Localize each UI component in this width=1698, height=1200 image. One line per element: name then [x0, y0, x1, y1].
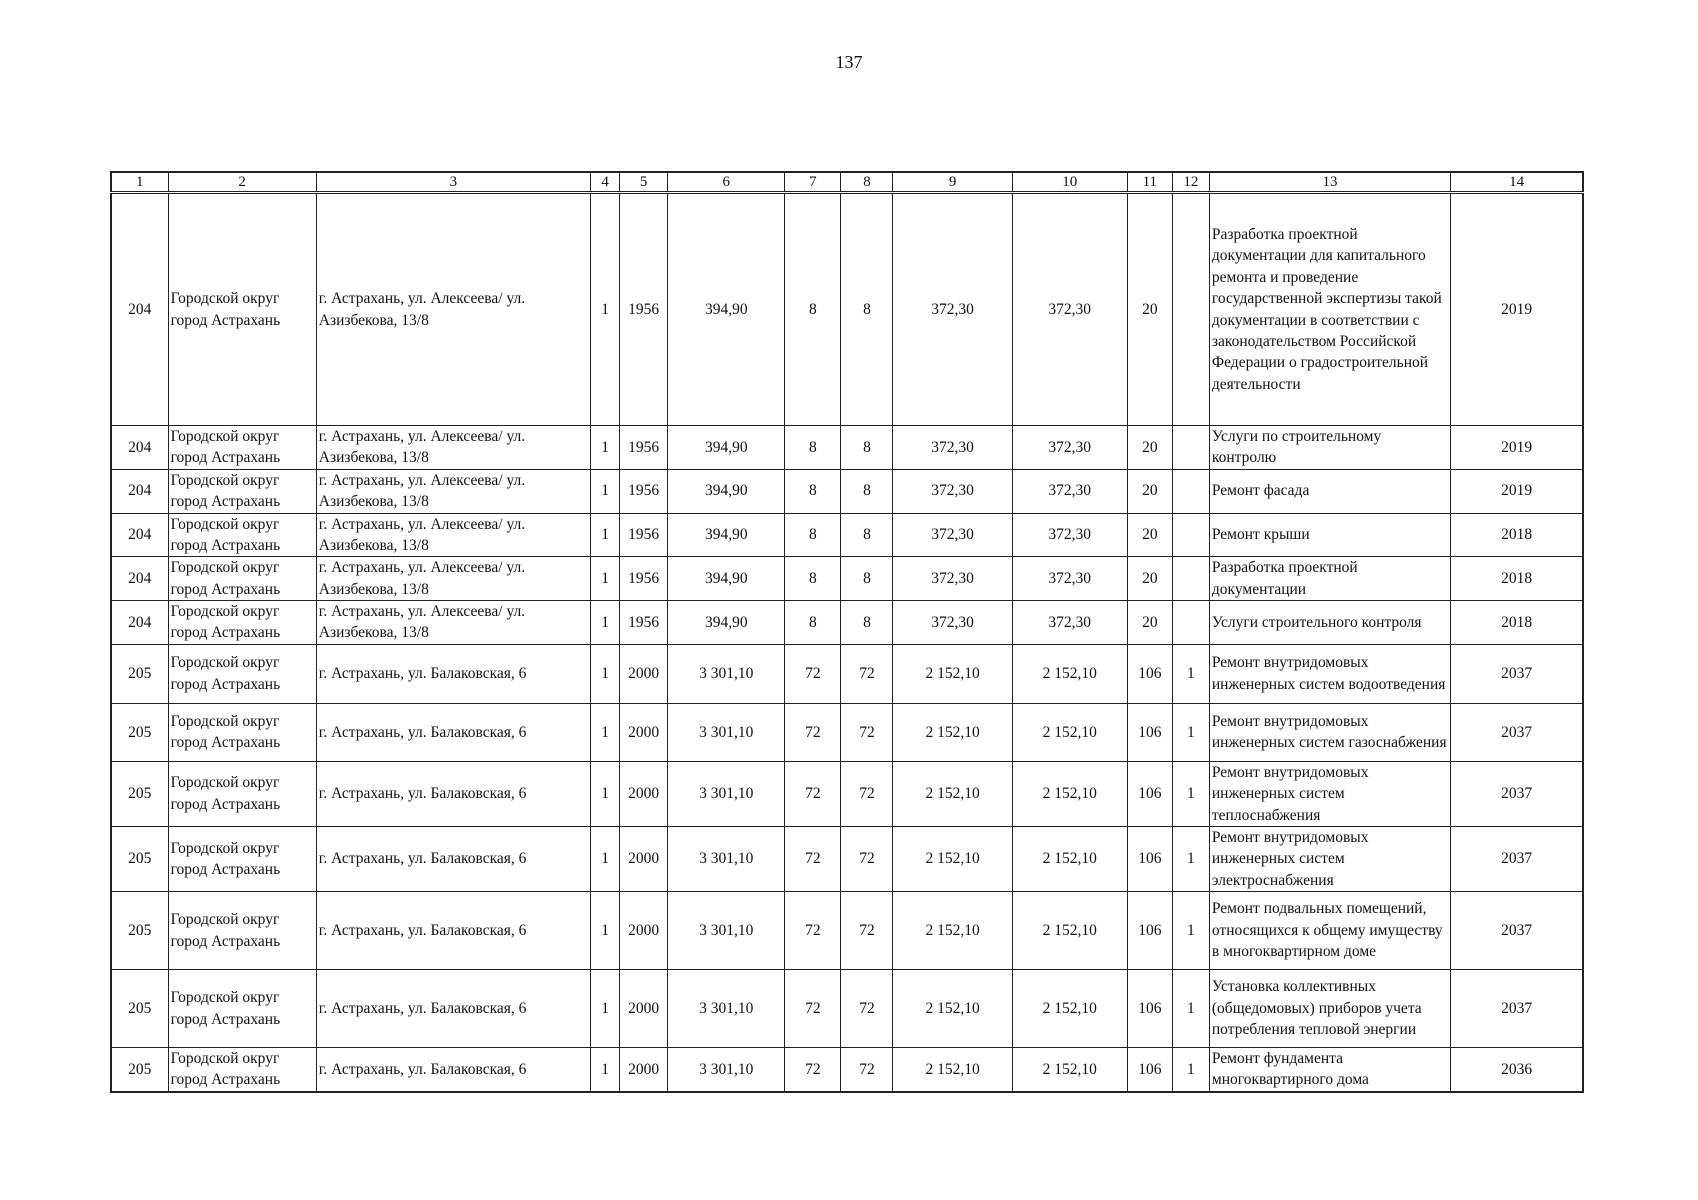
cell-planned-year: 2018 — [1451, 513, 1583, 557]
table-row — [111, 193, 1583, 426]
cell-col-7: 72 — [785, 703, 841, 761]
cell-col-12: 1 — [1172, 644, 1209, 703]
cell-planned-year: 2037 — [1451, 703, 1583, 761]
table-row — [111, 601, 1583, 645]
table-row — [111, 426, 1583, 470]
cell-col-11: 20 — [1127, 513, 1172, 557]
cell-col-7: 8 — [785, 193, 841, 426]
cell-area-9: 2 152,10 — [893, 892, 1012, 970]
cell-address: г. Астрахань, ул. Балаковская, 6 — [316, 761, 590, 826]
cell-total-area: 3 301,10 — [668, 892, 785, 970]
cell-col-8: 72 — [841, 826, 893, 891]
column-header: 1 — [111, 172, 168, 193]
cell-total-area: 3 301,10 — [668, 970, 785, 1048]
cell-row-number: 205 — [111, 703, 168, 761]
cell-area-10: 2 152,10 — [1012, 826, 1127, 891]
cell-col-8: 72 — [841, 1048, 893, 1092]
table-row — [111, 469, 1583, 513]
cell-row-number: 205 — [111, 970, 168, 1048]
cell-col-11: 20 — [1127, 469, 1172, 513]
cell-total-area: 394,90 — [668, 426, 785, 470]
cell-col-11: 20 — [1127, 601, 1172, 645]
column-header: 12 — [1172, 172, 1209, 193]
cell-work-type: Установка коллективных (общедомовых) приборов учета потребления тепловой энергии — [1209, 970, 1450, 1048]
cell-municipality: Городской округ город Астрахань — [168, 761, 316, 826]
cell-col-11: 20 — [1127, 193, 1172, 426]
cell-col-7: 8 — [785, 426, 841, 470]
cell-work-type: Ремонт подвальных помещений, относящихся к общему имуществу в многоквартирном доме — [1209, 892, 1450, 970]
cell-address: г. Астрахань, ул. Алексеева/ ул. Азизбекова, 13/8 — [316, 601, 590, 645]
cell-col-7: 8 — [785, 513, 841, 557]
cell-year: 2000 — [620, 761, 668, 826]
cell-area-9: 2 152,10 — [893, 703, 1012, 761]
cell-col-7: 72 — [785, 826, 841, 891]
cell-planned-year: 2037 — [1451, 644, 1583, 703]
cell-year: 2000 — [620, 892, 668, 970]
cell-col-4: 1 — [591, 826, 620, 891]
cell-work-type: Ремонт внутридомовых инженерных систем теплоснабжения — [1209, 761, 1450, 826]
cell-col-11: 106 — [1127, 644, 1172, 703]
cell-work-type: Ремонт внутридомовых инженерных систем электроснабжения — [1209, 826, 1450, 891]
cell-col-7: 8 — [785, 601, 841, 645]
cell-area-9: 2 152,10 — [893, 761, 1012, 826]
cell-area-9: 2 152,10 — [893, 826, 1012, 891]
cell-work-type: Услуги по строительному контролю — [1209, 426, 1450, 470]
cell-col-4: 1 — [591, 761, 620, 826]
cell-planned-year: 2037 — [1451, 761, 1583, 826]
cell-municipality: Городской округ город Астрахань — [168, 826, 316, 891]
cell-year: 2000 — [620, 970, 668, 1048]
table-row — [111, 557, 1583, 601]
column-header: 6 — [668, 172, 785, 193]
cell-col-7: 72 — [785, 644, 841, 703]
cell-col-7: 72 — [785, 892, 841, 970]
cell-year: 1956 — [620, 557, 668, 601]
column-header: 9 — [893, 172, 1012, 193]
repair-program-table — [110, 171, 1584, 1093]
cell-planned-year: 2018 — [1451, 557, 1583, 601]
cell-col-12 — [1172, 193, 1209, 426]
cell-area-10: 2 152,10 — [1012, 644, 1127, 703]
cell-planned-year: 2019 — [1451, 469, 1583, 513]
cell-work-type: Разработка проектной документации для капитального ремонта и проведение государственной экспертизы такой документации в соответствии с законодательством Российской Федерации о градостроительной деятельности — [1209, 193, 1450, 426]
cell-area-10: 372,30 — [1012, 193, 1127, 426]
cell-col-11: 106 — [1127, 761, 1172, 826]
cell-col-12 — [1172, 601, 1209, 645]
cell-municipality: Городской округ город Астрахань — [168, 1048, 316, 1092]
table-row — [111, 970, 1583, 1048]
cell-row-number: 204 — [111, 193, 168, 426]
cell-planned-year: 2019 — [1451, 426, 1583, 470]
cell-col-4: 1 — [591, 469, 620, 513]
cell-total-area: 394,90 — [668, 193, 785, 426]
cell-address: г. Астрахань, ул. Балаковская, 6 — [316, 1048, 590, 1092]
cell-col-12: 1 — [1172, 970, 1209, 1048]
cell-col-8: 8 — [841, 426, 893, 470]
cell-col-8: 72 — [841, 703, 893, 761]
cell-col-11: 106 — [1127, 703, 1172, 761]
table-row — [111, 761, 1583, 826]
cell-address: г. Астрахань, ул. Алексеева/ ул. Азизбекова, 13/8 — [316, 557, 590, 601]
cell-area-10: 372,30 — [1012, 513, 1127, 557]
cell-area-9: 372,30 — [893, 557, 1012, 601]
cell-col-12 — [1172, 469, 1209, 513]
cell-total-area: 394,90 — [668, 469, 785, 513]
cell-col-4: 1 — [591, 601, 620, 645]
cell-municipality: Городской округ город Астрахань — [168, 426, 316, 470]
cell-year: 1956 — [620, 426, 668, 470]
cell-col-11: 106 — [1127, 826, 1172, 891]
cell-col-4: 1 — [591, 644, 620, 703]
cell-area-9: 372,30 — [893, 469, 1012, 513]
cell-col-4: 1 — [591, 1048, 620, 1092]
cell-col-4: 1 — [591, 193, 620, 426]
column-header: 10 — [1012, 172, 1127, 193]
cell-address: г. Астрахань, ул. Балаковская, 6 — [316, 970, 590, 1048]
cell-col-11: 106 — [1127, 892, 1172, 970]
cell-row-number: 205 — [111, 761, 168, 826]
cell-total-area: 3 301,10 — [668, 1048, 785, 1092]
cell-row-number: 205 — [111, 644, 168, 703]
cell-col-8: 8 — [841, 513, 893, 557]
cell-row-number: 204 — [111, 426, 168, 470]
cell-total-area: 3 301,10 — [668, 703, 785, 761]
cell-address: г. Астрахань, ул. Балаковская, 6 — [316, 703, 590, 761]
cell-year: 1956 — [620, 513, 668, 557]
cell-planned-year: 2037 — [1451, 826, 1583, 891]
cell-col-11: 20 — [1127, 426, 1172, 470]
cell-year: 2000 — [620, 1048, 668, 1092]
cell-col-8: 8 — [841, 193, 893, 426]
cell-total-area: 3 301,10 — [668, 761, 785, 826]
column-header: 3 — [316, 172, 590, 193]
cell-total-area: 394,90 — [668, 513, 785, 557]
cell-col-11: 106 — [1127, 1048, 1172, 1092]
cell-col-12 — [1172, 513, 1209, 557]
cell-work-type: Ремонт фундамента многоквартирного дома — [1209, 1048, 1450, 1092]
cell-col-4: 1 — [591, 557, 620, 601]
cell-area-9: 2 152,10 — [893, 1048, 1012, 1092]
cell-area-10: 372,30 — [1012, 469, 1127, 513]
cell-area-9: 372,30 — [893, 426, 1012, 470]
cell-municipality: Городской округ город Астрахань — [168, 892, 316, 970]
column-header: 8 — [841, 172, 893, 193]
cell-row-number: 204 — [111, 601, 168, 645]
cell-total-area: 3 301,10 — [668, 644, 785, 703]
cell-col-4: 1 — [591, 513, 620, 557]
cell-col-8: 8 — [841, 601, 893, 645]
column-header: 13 — [1209, 172, 1450, 193]
table-row — [111, 703, 1583, 761]
cell-col-12: 1 — [1172, 892, 1209, 970]
cell-year: 2000 — [620, 644, 668, 703]
cell-col-4: 1 — [591, 970, 620, 1048]
cell-planned-year: 2037 — [1451, 970, 1583, 1048]
cell-col-12 — [1172, 557, 1209, 601]
cell-row-number: 204 — [111, 513, 168, 557]
cell-col-8: 8 — [841, 557, 893, 601]
cell-address: г. Астрахань, ул. Балаковская, 6 — [316, 892, 590, 970]
cell-total-area: 394,90 — [668, 557, 785, 601]
cell-area-10: 2 152,10 — [1012, 970, 1127, 1048]
column-header: 5 — [620, 172, 668, 193]
cell-address: г. Астрахань, ул. Алексеева/ ул. Азизбекова, 13/8 — [316, 193, 590, 426]
cell-col-11: 106 — [1127, 970, 1172, 1048]
cell-area-9: 372,30 — [893, 193, 1012, 426]
cell-year: 2000 — [620, 703, 668, 761]
cell-col-11: 20 — [1127, 557, 1172, 601]
cell-planned-year: 2037 — [1451, 892, 1583, 970]
cell-municipality: Городской округ город Астрахань — [168, 970, 316, 1048]
cell-municipality: Городской округ город Астрахань — [168, 469, 316, 513]
cell-address: г. Астрахань, ул. Алексеева/ ул. Азизбекова, 13/8 — [316, 513, 590, 557]
cell-col-12 — [1172, 426, 1209, 470]
cell-planned-year: 2019 — [1451, 193, 1583, 426]
table-row — [111, 826, 1583, 891]
cell-col-12: 1 — [1172, 703, 1209, 761]
cell-row-number: 204 — [111, 469, 168, 513]
cell-col-12: 1 — [1172, 826, 1209, 891]
cell-planned-year: 2018 — [1451, 601, 1583, 645]
cell-address: г. Астрахань, ул. Алексеева/ ул. Азизбекова, 13/8 — [316, 426, 590, 470]
cell-address: г. Астрахань, ул. Балаковская, 6 — [316, 826, 590, 891]
cell-area-9: 372,30 — [893, 513, 1012, 557]
cell-col-8: 72 — [841, 892, 893, 970]
cell-year: 1956 — [620, 469, 668, 513]
cell-area-10: 2 152,10 — [1012, 761, 1127, 826]
page-number: 137 — [835, 52, 863, 72]
cell-year: 1956 — [620, 601, 668, 645]
cell-address: г. Астрахань, ул. Балаковская, 6 — [316, 644, 590, 703]
cell-work-type: Ремонт внутридомовых инженерных систем газоснабжения — [1209, 703, 1450, 761]
cell-work-type: Ремонт фасада — [1209, 469, 1450, 513]
cell-col-8: 72 — [841, 761, 893, 826]
cell-col-7: 8 — [785, 557, 841, 601]
cell-col-7: 72 — [785, 761, 841, 826]
cell-col-7: 8 — [785, 469, 841, 513]
column-header: 4 — [591, 172, 620, 193]
cell-year: 1956 — [620, 193, 668, 426]
cell-municipality: Городской округ город Астрахань — [168, 193, 316, 426]
cell-row-number: 205 — [111, 1048, 168, 1092]
cell-row-number: 205 — [111, 826, 168, 891]
cell-col-8: 8 — [841, 469, 893, 513]
column-header: 7 — [785, 172, 841, 193]
table-body — [111, 193, 1583, 1092]
cell-municipality: Городской округ город Астрахань — [168, 557, 316, 601]
column-header: 14 — [1451, 172, 1583, 193]
cell-address: г. Астрахань, ул. Алексеева/ ул. Азизбекова, 13/8 — [316, 469, 590, 513]
cell-area-10: 2 152,10 — [1012, 703, 1127, 761]
cell-area-10: 372,30 — [1012, 601, 1127, 645]
cell-row-number: 205 — [111, 892, 168, 970]
cell-col-12: 1 — [1172, 1048, 1209, 1092]
cell-col-12: 1 — [1172, 761, 1209, 826]
column-header: 11 — [1127, 172, 1172, 193]
cell-area-10: 2 152,10 — [1012, 1048, 1127, 1092]
cell-col-4: 1 — [591, 892, 620, 970]
cell-municipality: Городской округ город Астрахань — [168, 601, 316, 645]
cell-total-area: 3 301,10 — [668, 826, 785, 891]
cell-area-9: 2 152,10 — [893, 644, 1012, 703]
cell-work-type: Ремонт внутридомовых инженерных систем водоотведения — [1209, 644, 1450, 703]
table-row — [111, 513, 1583, 557]
cell-row-number: 204 — [111, 557, 168, 601]
cell-area-10: 2 152,10 — [1012, 892, 1127, 970]
table-row — [111, 892, 1583, 970]
cell-municipality: Городской округ город Астрахань — [168, 513, 316, 557]
cell-area-10: 372,30 — [1012, 426, 1127, 470]
cell-col-8: 72 — [841, 970, 893, 1048]
column-number-row — [111, 172, 1583, 193]
cell-col-4: 1 — [591, 426, 620, 470]
table-row — [111, 644, 1583, 703]
cell-municipality: Городской округ город Астрахань — [168, 644, 316, 703]
cell-total-area: 394,90 — [668, 601, 785, 645]
cell-area-10: 372,30 — [1012, 557, 1127, 601]
cell-work-type: Ремонт крыши — [1209, 513, 1450, 557]
column-header: 2 — [168, 172, 316, 193]
cell-year: 2000 — [620, 826, 668, 891]
cell-col-8: 72 — [841, 644, 893, 703]
cell-col-4: 1 — [591, 703, 620, 761]
table-row — [111, 1048, 1583, 1092]
cell-area-9: 2 152,10 — [893, 970, 1012, 1048]
cell-work-type: Услуги строительного контроля — [1209, 601, 1450, 645]
cell-municipality: Городской округ город Астрахань — [168, 703, 316, 761]
cell-col-7: 72 — [785, 970, 841, 1048]
cell-area-9: 372,30 — [893, 601, 1012, 645]
cell-planned-year: 2036 — [1451, 1048, 1583, 1092]
cell-col-7: 72 — [785, 1048, 841, 1092]
cell-work-type: Разработка проектной документации — [1209, 557, 1450, 601]
